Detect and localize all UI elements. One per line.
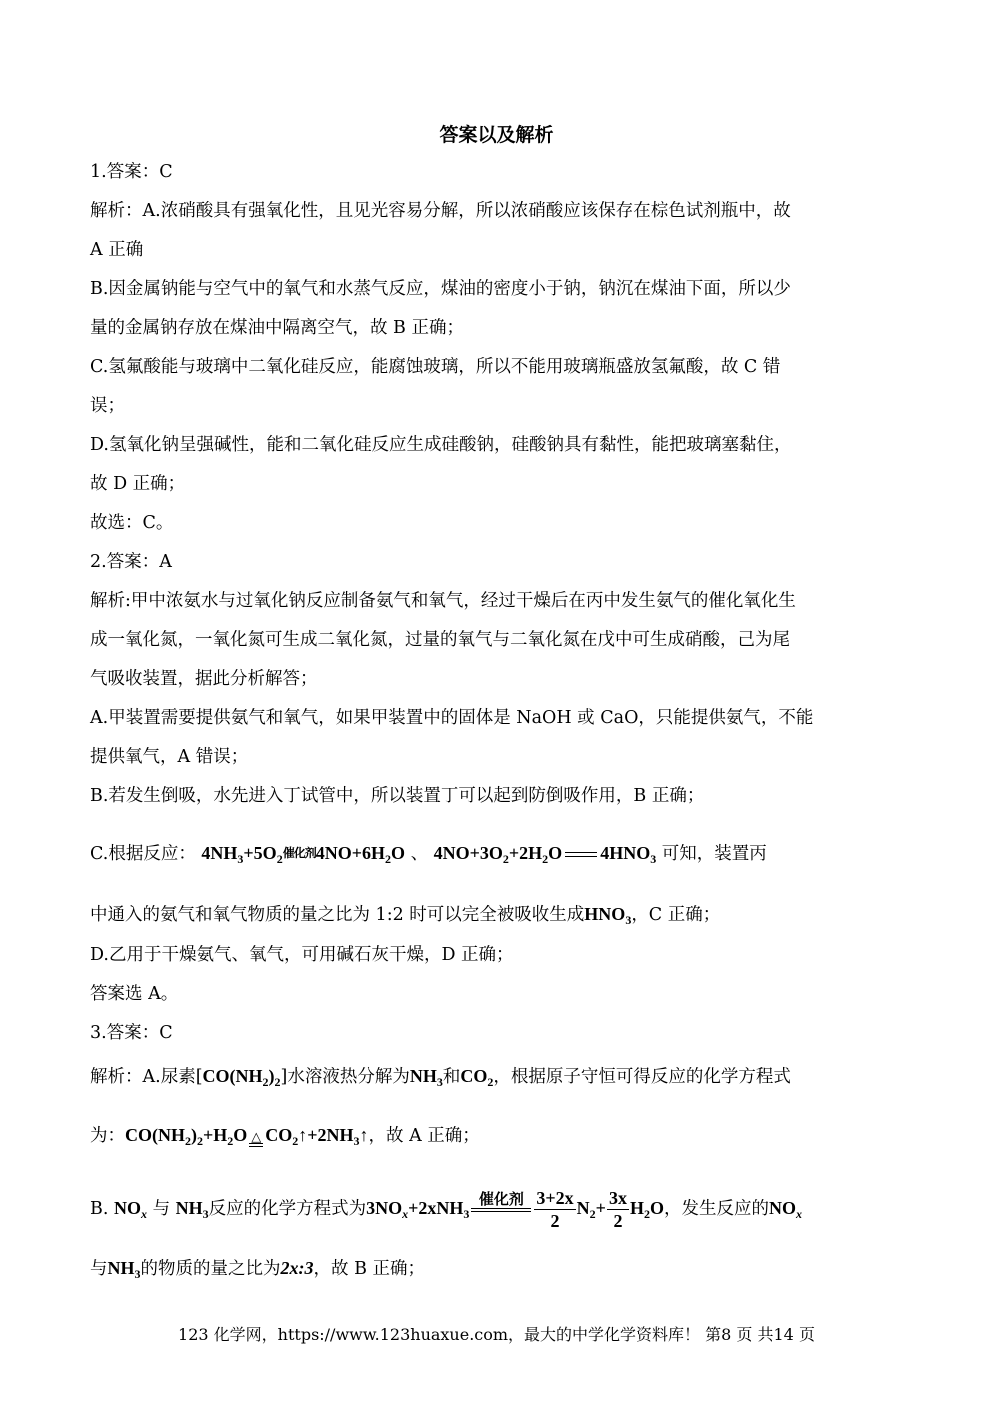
formula-co2: $CO_2$ [460,1066,494,1089]
text-line: 故 D 正确； [90,474,186,494]
text-line: 解析：A.浓硝酸具有强氧化性，且见光容易分解，所以浓硝酸应该保存在棕色试剂瓶中，故 [90,201,791,221]
text-line: 误； [90,396,125,416]
text-suffix: 可知，装置丙 [661,844,767,864]
ratio-value: 2x:3 [280,1258,314,1278]
equals-sign [565,852,597,857]
text-line: A.甲装置需要提供氨气和氧气，如果甲装置中的固体是 NaOH 或 CaO，只能提供氨气，不能 [90,708,814,728]
text-line: 为：$CO(NH_2)_2+H_2O$ △ $CO_2↑+2NH_3↑$，故 A 正确； [90,1125,480,1148]
text-line: D.氢氧化钠呈强碱性，能和二氧化硅反应生成硅酸钠，硅酸钠具有黏性，能把玻璃塞黏住， [90,435,792,455]
text-line: 中通入的氨气和氧气物质的量之比为 1:2 时可以完全被吸收生成$HNO_3$，C 正确； [90,904,721,927]
text-line: 答案选 A。 [90,984,179,1004]
text-line: A 正确 [90,240,144,260]
page-footer: 123 化学网，https://www.123huaxue.com，最大的中学化学资料库！ 第8 页 共14 页 [178,1325,815,1344]
text-line: 1.答案：C [90,162,173,182]
text-line: 提供氧气，A 错误； [90,747,249,767]
equation-ammonia-oxidation: $4NH_3+5O_2$催化剂$4NO+6H_2O$ [201,843,405,863]
heat-condition: △ [249,1131,263,1147]
text-line: 3.答案：C [90,1023,173,1043]
separator: 、 [410,844,429,864]
text-prefix: C.根据反应： [90,844,196,864]
equation-nitric-acid: $4NO+3O_2+2H_2O$ $4HNO_3$ [433,843,657,866]
text-line: 解析：A.尿素$[CO(NH_2)_2]$水溶液热分解为$NH_3$和$CO_2$，根据原子守恒可得反应的化学方程式 [90,1066,791,1089]
equation-urea-hydrolysis: $CO(NH_2)_2+H_2O$ △ $CO_2↑+2NH_3↑$ [125,1125,369,1148]
text-line: 气吸收装置，据此分析解答； [90,669,318,689]
text-line: 量的金属钠存放在煤油中隔离空气，故 B 正确； [90,318,464,338]
text-line: C.氢氟酸能与玻璃中二氧化硅反应，能腐蚀玻璃，所以不能用玻璃瓶盛放氢氟酸，故 C 错 [90,357,781,377]
formula-nox: $NO_x$ [114,1198,147,1221]
text-line: 与$NH_3$的物质的量之比为2x:3，故 B 正确； [90,1258,425,1281]
text-line: 故选：C。 [90,513,174,533]
reaction-line-c [90,840,910,867]
formula-nh3: $NH_3$ [107,1258,141,1281]
text-line: 2.答案：A [90,552,172,572]
text-line: 解析:甲中浓氨水与过氧化钠反应制备氨气和氧气，经过干燥后在丙中发生氨气的催化氧化生 [90,591,796,611]
catalyst-condition-label: 催化剂 [282,846,316,860]
text-line: D.乙用于干燥氨气、氧气，可用碱石灰干燥，D 正确； [90,945,514,965]
formula-nh3: $NH_3$ [175,1198,209,1221]
page-title: 答案以及解析 [439,124,554,146]
fraction: $\frac{3x}{2}$ [608,1188,627,1232]
text-line: B.因金属钠能与空气中的氧气和水蒸气反应，煤油的密度小于钠，钠沉在煤油下面，所以少 [90,279,791,299]
formula-nh3: $NH_3$ [409,1066,443,1089]
formula-urea: $CO(NH_2)_2$ [202,1066,281,1089]
text-line: B.若发生倒吸，水先进入丁试管中，所以装置丁可以起到防倒吸作用，B 正确； [90,786,705,806]
catalyst-condition: 催化剂 [471,1192,531,1228]
equation-nox-reduction: $3NO_x+2xNH_3$ 催化剂 $\frac{3+2x}{2}$ $N_2+$ $\frac{3x}{2}$ $H_2O$ [366,1188,664,1232]
formula-nox: $NO_x$ [768,1198,802,1221]
fraction: $\frac{3+2x}{2}$ [536,1188,574,1232]
text-line: B. $NO_x$ 与 $NH_3$反应的化学方程式为$3NO_x+2xNH_3$ 催化剂 $\frac{3+2x}{2}$ $N_2+$ $\frac{3x}{2}$ $H_2O$，发生反应的$NO_x$ [90,1188,802,1232]
text-line: 成一氧化氮，一氧化氮可生成二氧化氮，过量的氧气与二氧化氮在戊中可生成硝酸，己为尾 [90,630,790,650]
formula-hno3: $HNO_3$ [584,904,632,927]
